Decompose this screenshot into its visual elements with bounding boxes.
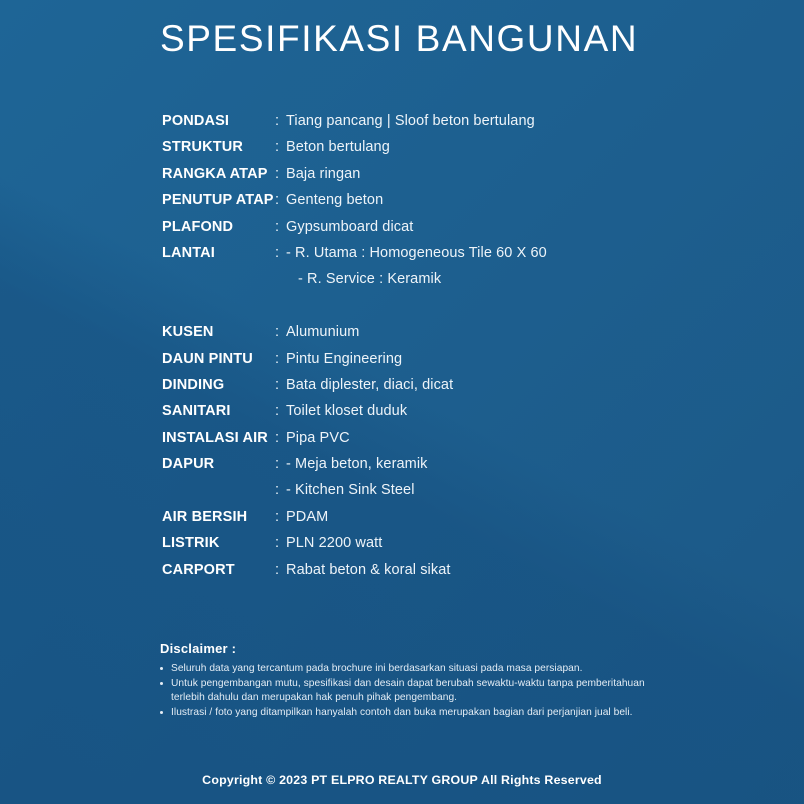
spec-value: Gypsumboard dicat bbox=[286, 218, 414, 235]
spec-value: Beton bertulang bbox=[286, 139, 390, 156]
spec-label: AIR BERSIH bbox=[162, 508, 248, 525]
spec-colon: : bbox=[275, 218, 280, 235]
spec-row bbox=[162, 430, 762, 456]
spec-label: RANGKA ATAP bbox=[162, 165, 268, 182]
spec-colon: : bbox=[275, 139, 280, 156]
spec-colon: : bbox=[275, 192, 280, 209]
spec-label: INSTALASI AIR bbox=[162, 429, 268, 446]
spec-label: LISTRIK bbox=[162, 535, 220, 552]
spec-colon: : bbox=[275, 113, 280, 129]
spec-row bbox=[162, 509, 762, 535]
spec-row bbox=[162, 166, 762, 192]
spec-colon: : bbox=[275, 535, 280, 552]
spec-label: KUSEN bbox=[162, 324, 214, 341]
spec-colon: : bbox=[275, 482, 280, 499]
spec-value: Bata diplester, diaci, dicat bbox=[286, 376, 454, 393]
disclaimer-item-text: Seluruh data yang tercantum pada brochure ini berdasarkan situasi pada masa persiapan. bbox=[171, 663, 583, 674]
spec-value: Genteng beton bbox=[286, 192, 384, 209]
spec-row bbox=[162, 456, 762, 482]
disclaimer-item-text: Ilustrasi / foto yang ditampilkan hanyalah contoh dan buka merupakan bagian dari perjanjian jual beli. bbox=[171, 706, 633, 718]
spec-row bbox=[162, 245, 762, 271]
spec-colon: : bbox=[275, 376, 280, 393]
specification-table bbox=[162, 113, 762, 588]
disclaimer-item bbox=[160, 706, 660, 721]
spec-label: SANITARI bbox=[162, 403, 231, 420]
spec-value: Toilet kloset duduk bbox=[286, 403, 408, 420]
spec-colon: : bbox=[275, 508, 280, 525]
disclaimer-item bbox=[160, 662, 660, 677]
spec-row bbox=[162, 219, 762, 245]
spec-label: STRUKTUR bbox=[162, 139, 243, 156]
spec-label: PENUTUP ATAP bbox=[162, 192, 274, 209]
spec-value: PDAM bbox=[286, 508, 329, 525]
spec-row bbox=[162, 482, 762, 508]
spec-row bbox=[162, 139, 762, 165]
spec-value: PLN 2200 watt bbox=[286, 535, 383, 552]
spec-row bbox=[162, 298, 762, 324]
spec-value: Baja ringan bbox=[286, 165, 361, 182]
spec-row bbox=[162, 403, 762, 429]
spec-row bbox=[162, 192, 762, 218]
disclaimer-section bbox=[160, 641, 660, 720]
spec-value: - R. Utama : Homogeneous Tile 60 X 60 bbox=[286, 244, 547, 261]
spec-row bbox=[162, 324, 762, 350]
spec-colon: : bbox=[275, 561, 280, 578]
spec-row bbox=[162, 113, 762, 139]
spec-colon: : bbox=[275, 350, 280, 367]
disclaimer-list bbox=[160, 662, 660, 720]
spec-value: Pintu Engineering bbox=[286, 350, 403, 367]
spec-colon: : bbox=[275, 244, 280, 261]
spec-value: Tiang pancang | Sloof beton bertulang bbox=[286, 113, 535, 129]
spec-row bbox=[162, 535, 762, 561]
spec-label: PONDASI bbox=[162, 113, 230, 129]
disclaimer-item bbox=[160, 677, 660, 706]
spec-colon: : bbox=[275, 429, 280, 446]
spec-label: DAUN PINTU bbox=[162, 350, 253, 367]
spec-value: - R. Service : Keramik bbox=[298, 271, 442, 288]
spec-label: PLAFOND bbox=[162, 218, 234, 235]
spec-colon: : bbox=[275, 324, 280, 341]
spec-row bbox=[162, 351, 762, 377]
bullet-icon bbox=[160, 711, 163, 714]
spec-value: Alumunium bbox=[286, 324, 360, 341]
spec-colon: : bbox=[275, 456, 280, 473]
spec-value: - Kitchen Sink Steel bbox=[286, 482, 415, 499]
spec-value: Rabat beton & koral sikat bbox=[286, 561, 451, 578]
spec-value: - Meja beton, keramik bbox=[286, 456, 428, 473]
spec-label: LANTAI bbox=[162, 244, 215, 261]
spec-label: DINDING bbox=[162, 376, 225, 393]
bullet-icon bbox=[160, 682, 163, 685]
spec-row bbox=[162, 562, 762, 588]
spec-label: CARPORT bbox=[162, 561, 235, 578]
copyright-text: Copyright © 2023 PT ELPRO REALTY GROUP All Rights Reserved bbox=[202, 773, 602, 787]
page-title: SPESIFIKASI BANGUNAN bbox=[160, 18, 639, 59]
spec-colon: : bbox=[275, 165, 280, 182]
spec-row bbox=[162, 271, 762, 297]
spec-row bbox=[162, 377, 762, 403]
disclaimer-item-text: Untuk pengembangan mutu, spesifikasi dan desain dapat berubah sewaktu-waktu tanpa pemberitahuan terlebih dahulu dan merupakan hak penuh pihak pengembang. bbox=[171, 677, 645, 704]
spec-colon: : bbox=[275, 403, 280, 420]
spec-label: DAPUR bbox=[162, 456, 215, 473]
disclaimer-title: Disclaimer : bbox=[160, 641, 237, 656]
bullet-icon bbox=[160, 667, 163, 670]
spec-value: Pipa PVC bbox=[286, 429, 350, 446]
